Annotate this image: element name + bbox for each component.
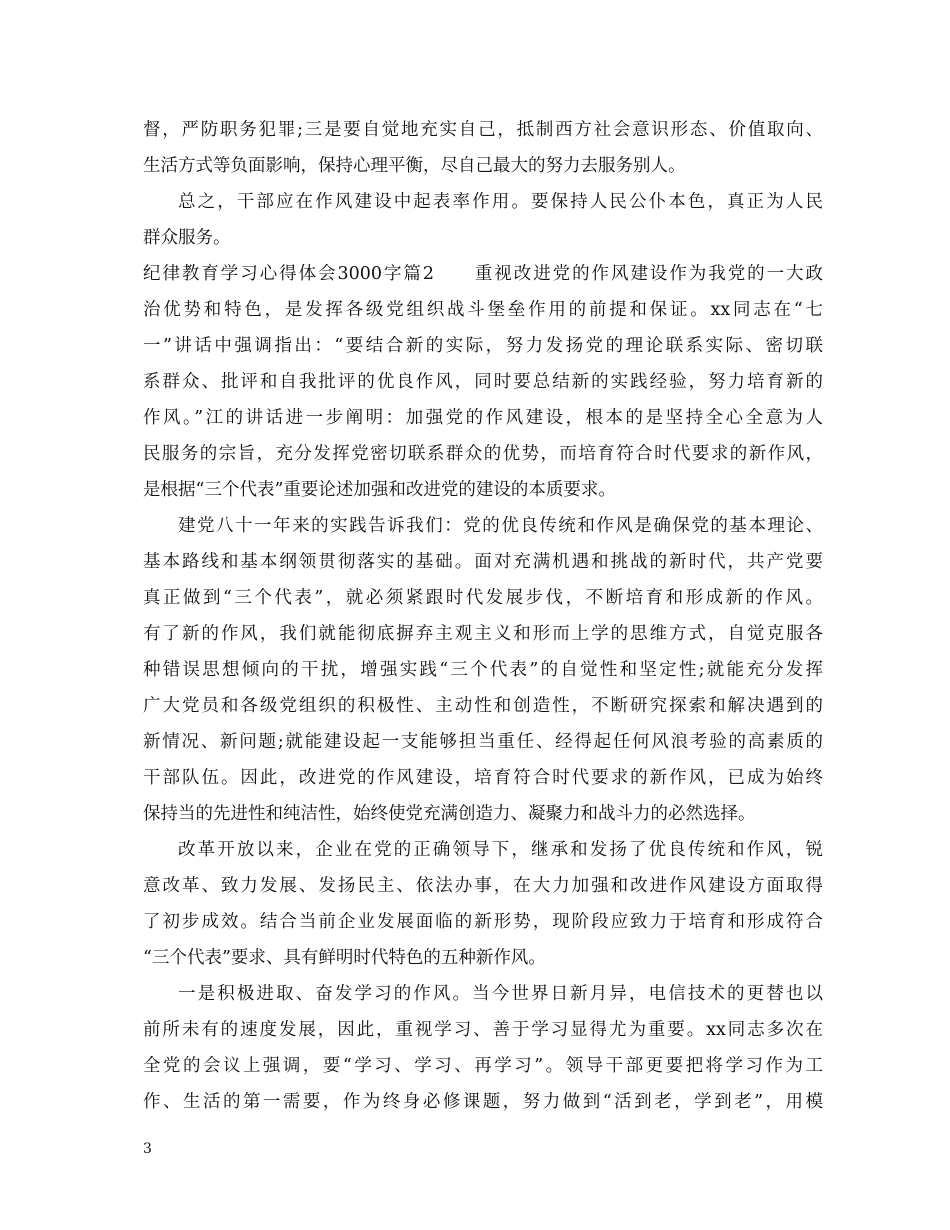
text-line: 群众服务。 [143,228,231,248]
text-line: 有了新的作风，我们就能彻底摒弃主观主义和形而上学的思维方式，自觉克服各 [143,624,823,644]
text-line: 真正做到“三个代表”，就必须紧跟时代发展步伐，不断培育和形成新的作风。 [143,588,823,608]
text-line: 作风。”江的讲话进一步阐明：加强党的作风建设，根本的是坚持全心全意为人 [143,408,823,428]
text-line: “三个代表”要求、具有鲜明时代特色的五种新作风。 [143,948,546,968]
text-line: 一”讲话中强调指出：“要结合新的实际，努力发扬党的理论联系实际、密切联 [143,336,823,356]
text-line: 纪律教育学习心得体会3000字篇2 重视改进党的作风建设作为我党的一大政 [143,264,823,284]
text-line: 民服务的宗旨，充分发挥党密切联系群众的优势，而培育符合时代要求的新作风， [143,444,823,464]
body-text [143,112,823,1120]
page-number: 3 [143,1141,152,1157]
text-line: 治优势和特色，是发挥各级党组织战斗堡垒作用的前提和保证。xx同志在“七 [143,300,823,320]
text-line: 总之，干部应在作风建设中起表率作用。要保持人民公仆本色，真正为人民 [178,192,823,212]
text-line: 作、生活的第一需要，作为终身必修课题，努力做到“活到老，学到老”，用模 [143,1092,823,1112]
text-line: 是根据“三个代表”重要论述加强和改进党的建设的本质要求。 [143,480,616,500]
text-line: 改革开放以来，企业在党的正确领导下，继承和发扬了优良传统和作风，锐 [178,840,823,860]
text-line: 生活方式等负面影响，保持心理平衡，尽自己最大的努力去服务别人。 [143,156,686,176]
text-line: 全党的会议上强调，要“学习、学习、再学习”。领导干部更要把将学习作为工 [143,1056,823,1076]
text-line: 新情况、新问题;就能建设起一支能够担当重任、经得起任何风浪考验的高素质的 [143,732,823,752]
text-line: 一是积极进取、奋发学习的作风。当今世界日新月异，电信技术的更替也以 [178,984,823,1004]
text-line: 了初步成效。结合当前企业发展面临的新形势，现阶段应致力于培育和形成符合 [143,912,823,932]
text-line: 基本路线和基本纲领贯彻落实的基础。面对充满机遇和挑战的新时代，共产党要 [143,552,823,572]
text-line: 系群众、批评和自我批评的优良作风，同时要总结新的实践经验，努力培育新的 [143,372,823,392]
text-line: 种错误思想倾向的干扰，增强实践“三个代表”的自觉性和坚定性;就能充分发挥 [143,660,823,680]
text-line: 建党八十一年来的实践告诉我们：党的优良传统和作风是确保党的基本理论、 [178,516,823,536]
text-line: 干部队伍。因此，改进党的作风建设，培育符合时代要求的新作风，已成为始终 [143,768,823,788]
text-line: 意改革、致力发展、发扬民主、依法办事，在大力加强和改进作风建设方面取得 [143,876,823,896]
text-line: 保持当的先进性和纯洁性，始终使党充满创造力、凝聚力和战斗力的必然选择。 [143,804,756,824]
text-line: 广大党员和各级党组织的积极性、主动性和创造性，不断研究探索和解决遇到的 [143,696,823,716]
text-line: 前所未有的速度发展，因此，重视学习、善于学习显得尤为重要。xx同志多次在 [143,1020,823,1040]
text-line: 督，严防职务犯罪;三是要自觉地充实自己，抵制西方社会意识形态、价值取向、 [143,120,823,140]
